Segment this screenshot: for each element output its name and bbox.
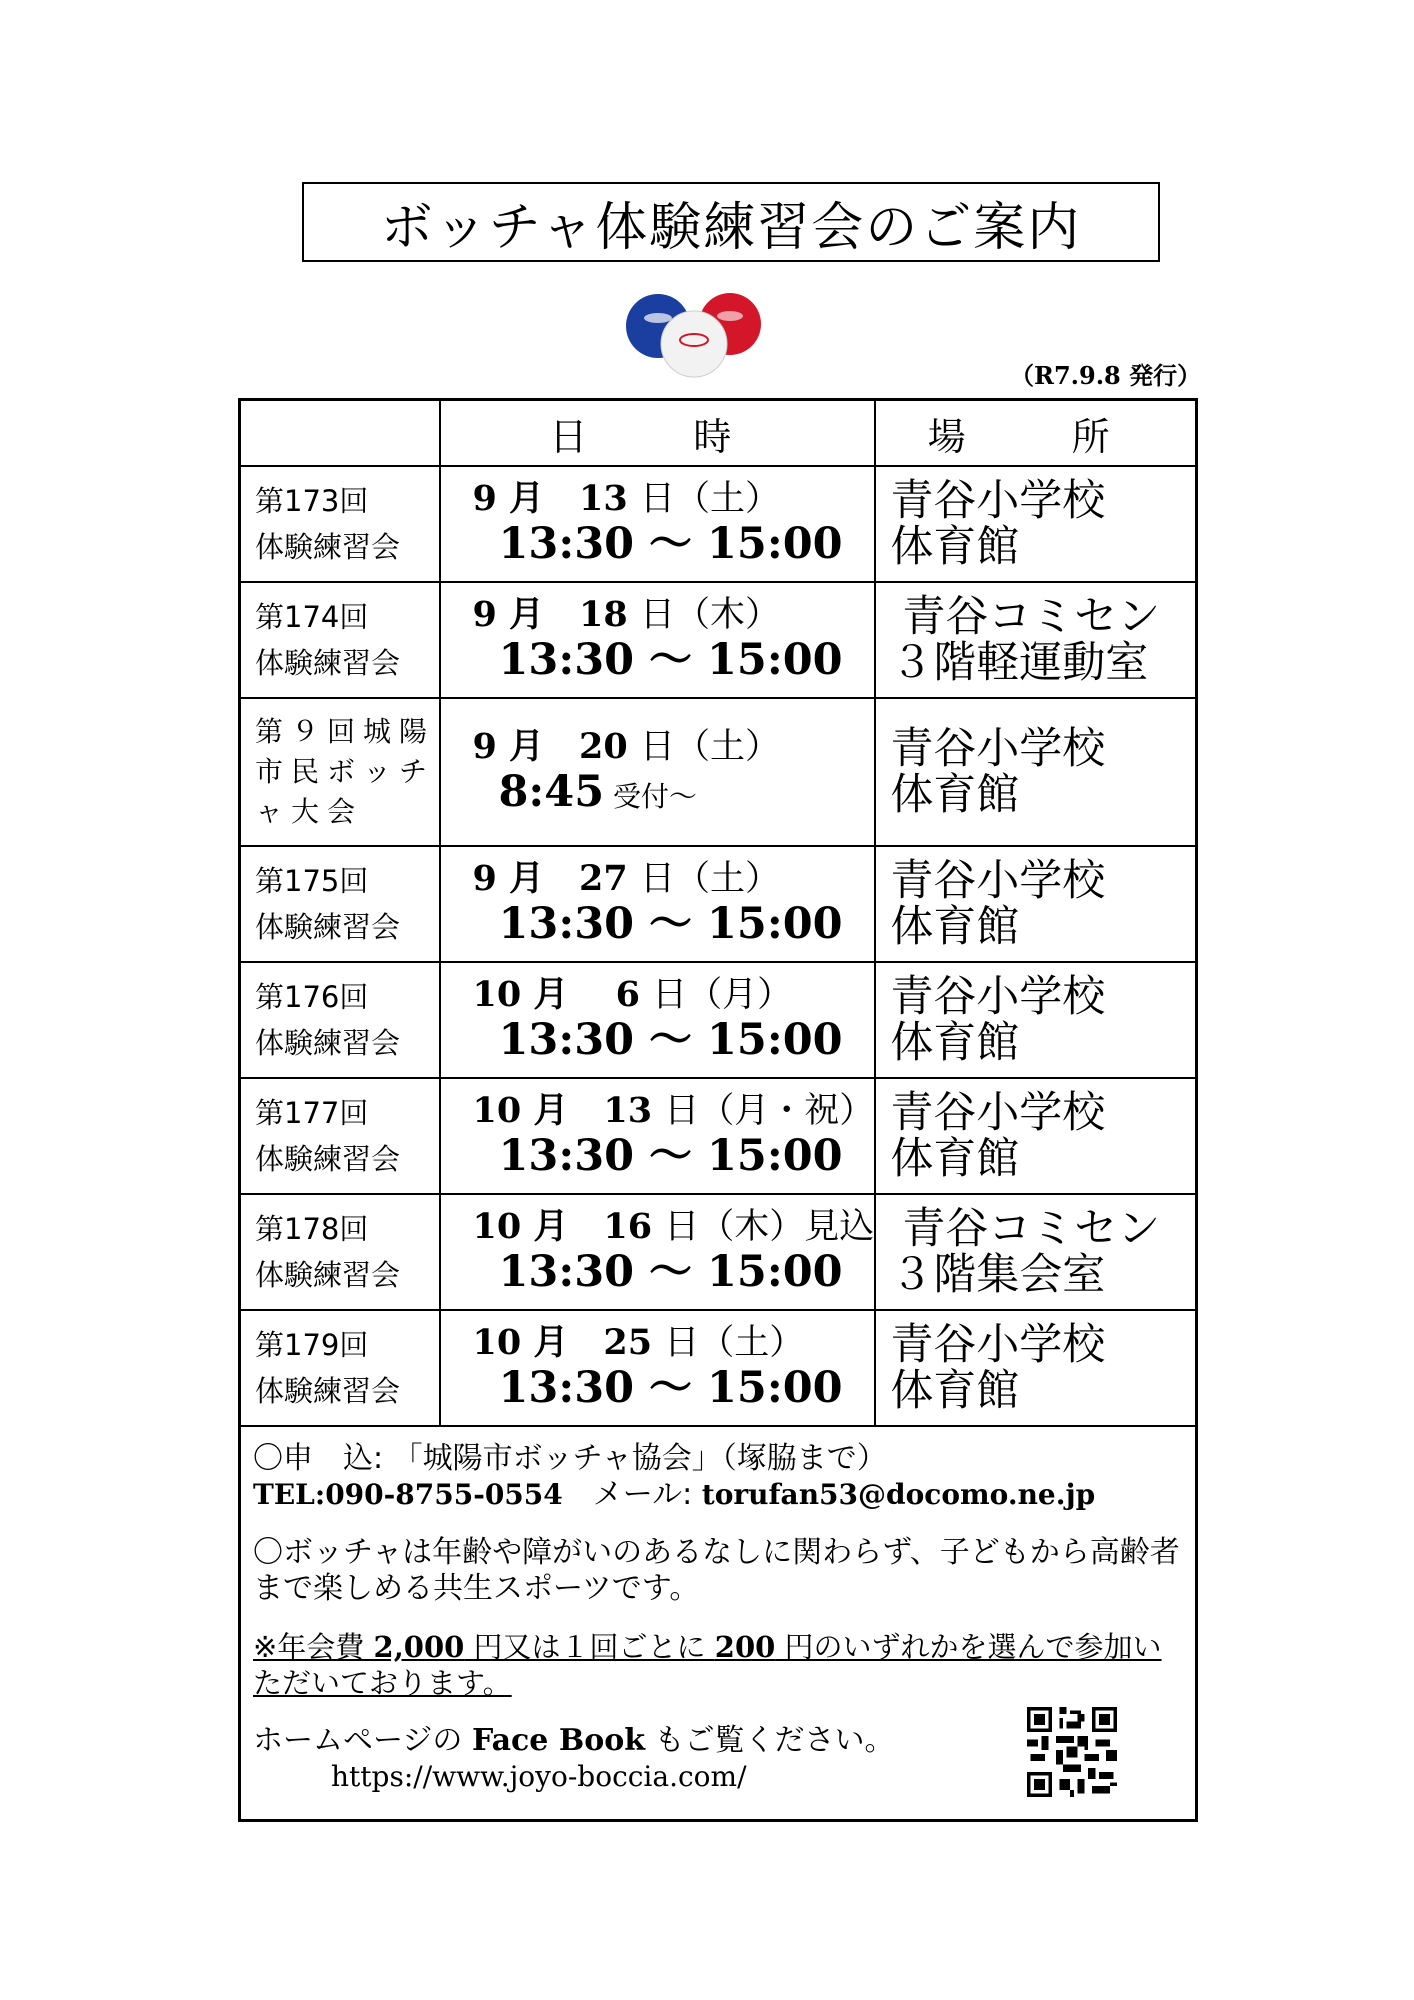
event-cell: 第175回 体験練習会	[240, 846, 440, 962]
datetime-cell: 9 月 13 日（土） 13:30 ～ 15:00	[440, 466, 876, 582]
mail-address: torufan53@docomo.ne.jp	[701, 1478, 1096, 1511]
mail-label: メール:	[562, 1477, 702, 1512]
table-header-row	[240, 400, 1197, 467]
place-cell: 青谷コミセン ３階軽運動室	[875, 582, 1196, 698]
event-cell: 第177回 体験練習会	[240, 1078, 440, 1194]
table-row	[240, 466, 1197, 582]
phone-number: TEL:090-8755-0554	[253, 1478, 563, 1511]
qr-code-icon	[1027, 1707, 1117, 1797]
header-blank	[240, 400, 440, 467]
header-place: 場 所	[875, 400, 1196, 467]
datetime-cell: 10 月 6 日（月） 13:30 ～ 15:00	[440, 962, 876, 1078]
event-cell: 第179回 体験練習会	[240, 1310, 440, 1426]
contact-line	[253, 1477, 1183, 1513]
place-cell: 青谷コミセン ３階集会室	[875, 1194, 1196, 1310]
header-datetime: 日 時	[440, 400, 876, 467]
about-text: 〇ボッチャは年齢や障がいのあるなしに関わらず、子どもから高齢者まで楽しめる共生スポーツです。	[253, 1535, 1180, 1606]
table-row	[240, 846, 1197, 962]
event-cell: 第176回 体験練習会	[240, 962, 440, 1078]
event-cell: 第174回 体験練習会	[240, 582, 440, 698]
table-row	[240, 1078, 1197, 1194]
datetime-cell: 10 月 16 日（木）見込 13:30 ～ 15:00	[440, 1194, 876, 1310]
homepage-text: ホームページの Face Book もご覧ください。	[253, 1723, 895, 1758]
table-row	[240, 1194, 1197, 1310]
fee-text: ※年会費 2,000 円又は１回ごとに 200 円のいずれかを選んで参加いただいております。	[253, 1630, 1162, 1700]
place-cell: 青谷小学校 体育館	[875, 962, 1196, 1078]
datetime-cell: 10 月 13 日（月・祝） 13:30 ～ 15:00	[440, 1078, 876, 1194]
info-row	[240, 1426, 1197, 1821]
table-row	[240, 1310, 1197, 1426]
event-cell: 第173回 体験練習会	[240, 466, 440, 582]
place-cell: 青谷小学校 体育館	[875, 466, 1196, 582]
event-cell: 第９回城陽 市民ボッチ ャ大会	[240, 698, 440, 846]
apply-text: 〇申 込: 「城陽市ボッチャ協会」（塚脇まで）	[253, 1441, 887, 1476]
issue-date: （R7.9.8 発行）	[1010, 361, 1202, 390]
place-cell: 青谷小学校 体育館	[875, 1310, 1196, 1426]
event-cell: 第178回 体験練習会	[240, 1194, 440, 1310]
page-title: ボッチャ体験練習会のご案内	[302, 182, 1160, 262]
table-row	[240, 582, 1197, 698]
table-row	[240, 962, 1197, 1078]
boccia-balls-image	[620, 288, 770, 380]
place-cell: 青谷小学校 体育館	[875, 846, 1196, 962]
place-cell: 青谷小学校 体育館	[875, 1078, 1196, 1194]
datetime-cell: 9 月 18 日（木） 13:30 ～ 15:00	[440, 582, 876, 698]
datetime-cell: 10 月 25 日（土） 13:30 ～ 15:00	[440, 1310, 876, 1426]
datetime-cell: 9 月 27 日（土） 13:30 ～ 15:00	[440, 846, 876, 962]
datetime-cell: 9 月 20 日（土） 8:45 受付～	[440, 698, 876, 846]
info-cell	[240, 1426, 1197, 1821]
schedule-table	[238, 398, 1198, 1822]
table-row	[240, 698, 1197, 846]
place-cell: 青谷小学校 体育館	[875, 698, 1196, 846]
homepage-link[interactable]: https://www.joyo-boccia.com/	[331, 1760, 747, 1793]
